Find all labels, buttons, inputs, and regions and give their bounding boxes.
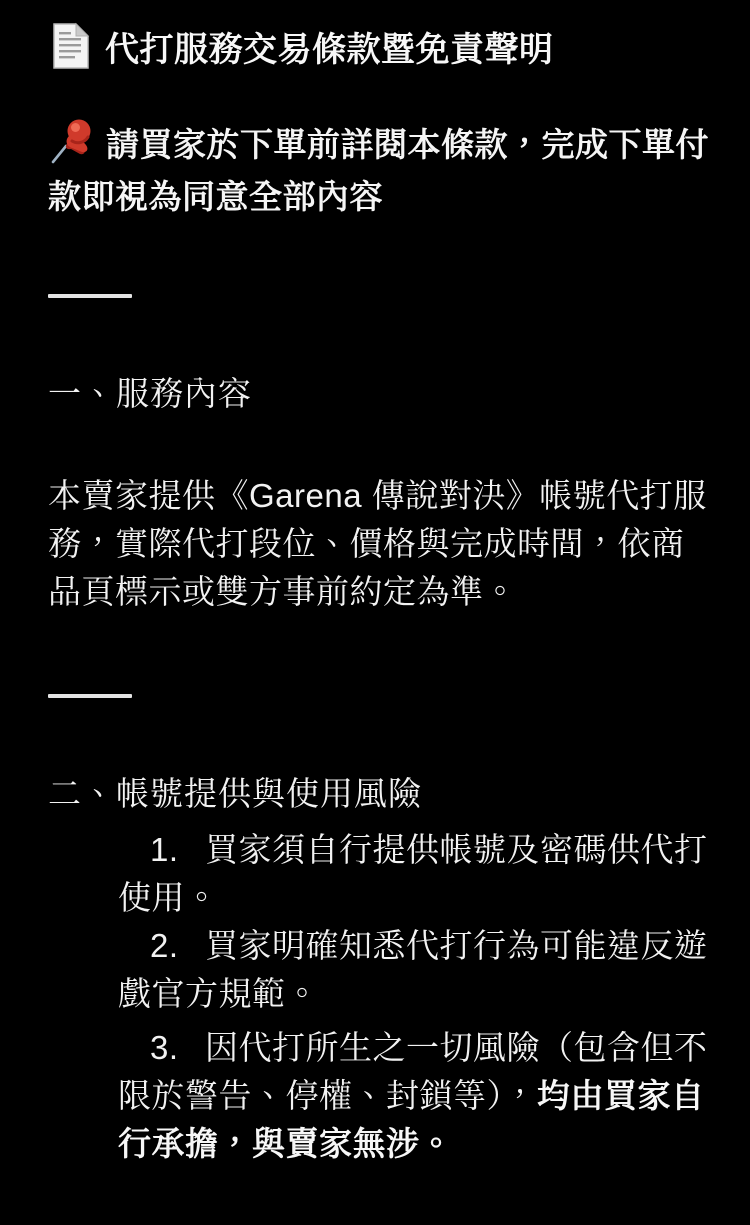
divider — [48, 294, 132, 298]
document-header — [48, 20, 714, 72]
section-2-heading: 二、帳號提供與使用風險 — [48, 775, 422, 812]
list-item-text: 買家須自行提供帳號及密碼供代打使用。 — [118, 831, 708, 916]
list-item-3 — [118, 1024, 714, 1168]
list-item-text: 買家明確知悉代打行為可能違反遊戲官方規範。 — [118, 927, 708, 1012]
risk-list — [48, 826, 714, 1168]
list-marker: 3. — [150, 1029, 179, 1066]
list-item-text: 因代打所生之一切風險（包含但不限於警告、停權、封鎖等）， — [118, 1029, 708, 1114]
list-marker: 1. — [150, 831, 179, 868]
page-title: 代打服務交易條款暨免責聲明 — [105, 30, 554, 69]
purchase-notice — [48, 116, 714, 223]
section-1-heading: 一、服務內容 — [48, 375, 252, 412]
list-item-bold-text: 均由買家自行承擔，與賣家無涉。 — [118, 1077, 705, 1162]
pushpin-icon — [48, 116, 98, 166]
section-1-paragraph: 本賣家提供《Garena 傳說對決》帳號代打服務，實際代打段位、價格與完成時間，依商品頁標示或雙方事前約定為準。 — [48, 477, 707, 610]
list-marker: 2. — [150, 927, 179, 964]
notice-text: 請買家於下單前詳閱本條款，完成下單付款即視為同意全部內容 — [48, 126, 709, 215]
document-icon — [48, 22, 92, 70]
list-item-2 — [118, 922, 714, 1018]
list-item-1 — [118, 826, 714, 922]
terms-document — [48, 20, 714, 1168]
divider — [48, 694, 132, 698]
